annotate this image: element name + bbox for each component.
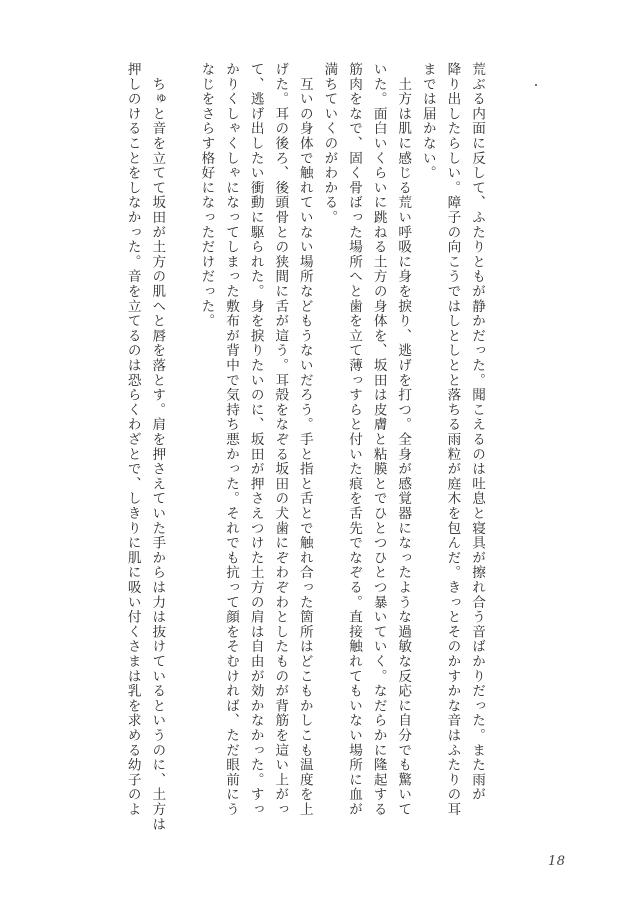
text-column: 降り出したらしい。障子の向こうではしとしとと落ちる雨粒が庭木を包んだ。きっとそのかすかな音はふたりの耳 bbox=[444, 62, 461, 817]
text-column: 満ちていくのがわかる。 bbox=[321, 62, 338, 225]
print-speck bbox=[535, 84, 537, 86]
text-column: 土方は肌に感じる荒い呼吸に身を捩り、逃げを打つ。全身が感覚器になったような過敏な反応に自分でも驚いて bbox=[395, 62, 412, 817]
text-column: げた。耳の後ろ、後頭骨との狭間に舌が這う。耳殻をなぞる坂田の犬歯にぞわぞわとしたものが背筋を這い上がっ bbox=[272, 62, 289, 817]
text-column: て、逃げ出したい衝動に駆られた。身を捩りたいのに、坂田が押さえつけた土方の肩は自由が効かなかった。すっ bbox=[247, 62, 264, 817]
text-column: までは届かない。 bbox=[419, 62, 436, 181]
text-column: 押しのけることをしなかった。音を立てるのは恐らくわざとで、しきりに肌に吸い付くさまは乳を求める幼子のよ bbox=[124, 62, 141, 817]
text-column: ちゅと音を立てて坂田が土方の肌へと唇を落とす。肩を押さえていた手からは力は抜けているというのに、土方は bbox=[149, 62, 166, 832]
paragraph-gap bbox=[169, 62, 194, 72]
text-column: かりくしゃくしゃになってしまった敷布が背中で気持ち悪かった。それでも抗って顔をそむければ、ただ眼前にう bbox=[223, 62, 240, 817]
text-column: 互いの身体で触れていない場所などもうないだろう。手と指と舌とで触れ合った箇所はどこもかしこも温度を上 bbox=[296, 62, 313, 817]
text-column: いた。面白いくらいに跳ねる土方の身体を、坂田は皮膚と粘膜とでひとつひとつ暴いていく。なだらかに隆起する bbox=[370, 62, 387, 817]
text-column: 荒ぶる内面に反して、ふたりともが静かだった。聞こえるのは吐息と寝具が擦れ合う音ばかりだった。また雨が bbox=[469, 62, 485, 802]
vertical-text-block bbox=[120, 62, 489, 832]
page-number: 18 bbox=[548, 854, 566, 869]
text-column: なじをさらす格好になっただけだった。 bbox=[198, 62, 215, 329]
text-column: 筋肉をなで、固く骨ばった場所へと歯を立て薄っすらと付いた痕を舌先でなぞる。直接触れてもいない場所に血が bbox=[346, 62, 363, 817]
